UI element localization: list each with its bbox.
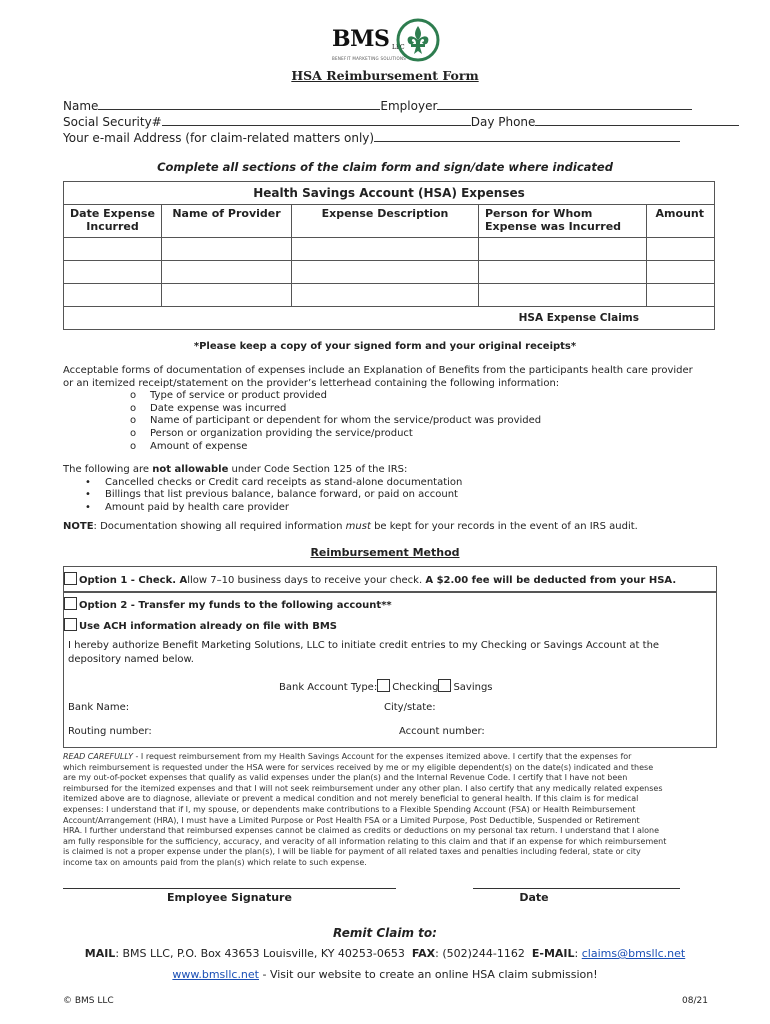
option-1-checkbox[interactable] [64,572,77,585]
description-cell[interactable] [292,261,479,284]
expense-table-header [64,205,715,238]
col-person-header: Person for Whom Expense was Incurred [479,205,647,238]
amount-cell[interactable] [647,238,715,261]
option-2-row: Option 2 - Transfer my funds to the following account** [64,597,392,611]
name-label: Name [63,99,99,113]
date-line[interactable] [473,888,680,889]
irs-note: NOTE: Documentation showing all required information must be kept for your records in the event of an IRS audit. [63,521,638,532]
amount-cell[interactable] [647,261,715,284]
employee-signature-label: Employee Signature [167,891,292,904]
list-item: o Amount of expense [130,440,248,452]
person-cell[interactable] [479,284,647,307]
employer-label: Employer [380,99,438,113]
ach-checkbox[interactable] [64,618,77,631]
list-item: • Cancelled checks or Credit card receipts as stand-alone documentation [85,476,463,488]
expense-table-title: Health Savings Account (HSA) Expenses [64,182,715,205]
name-employer-row [63,98,692,113]
remit-contact-row: MAIL: BMS LLC, P.O. Box 43653 Louisville, KY 40253-0653 FAX: (502)244-1162 E-MAIL: claims@bmsllc.net [84,947,686,960]
hsa-expense-claims-label: HSA Expense Claims [64,307,715,330]
copyright: © BMS LLC [63,996,114,1006]
option-1-row: Option 1 - Check. Allow 7–10 business days to receive your check. A $2.00 fee will be deducted from your HSA. [64,572,676,586]
employer-field[interactable] [437,98,692,110]
col-provider-header: Name of Provider [162,205,292,238]
logo-tagline: BENEFIT MARKETING SOLUTIONS [332,56,407,61]
description-cell[interactable] [292,284,479,307]
total-row [64,307,715,330]
ssn-field[interactable] [162,114,471,126]
website-link[interactable]: www.bmsllc.net [172,968,259,981]
email-label: Your e-mail Address (for claim-related matters only) [63,131,375,145]
table-row [64,284,715,307]
email-row [63,130,680,145]
routing-number-label: Routing number: [68,726,152,737]
acceptable-intro-2: or an itemized receipt/statement on the provider’s letterhead containing the following information: [63,377,560,389]
authorization-text: I hereby authorize Benefit Marketing Solutions, LLC to initiate credit entries to my Checking or Savings Account at the depository named below. [68,640,660,665]
day-phone-field[interactable] [535,114,739,126]
fleur-de-lis-icon [396,18,440,62]
acceptable-docs [63,365,693,453]
not-allowable-list [63,477,462,515]
amount-cell[interactable] [647,284,715,307]
certification-text: READ CAREFULLY - I request reimbursement from my Health Savings Account for the expenses itemized above. I certify that the expenses for which reimbursement is requested under the HSA were for services received by me or my eligible dependent(s) on the date(s) indicated and these are my out-of-pocket expenses that qualify as valid expenses under the plan(s) and the Internal Revenue Code. I certify that I have not been reimbursed for the itemized expenses and that I will not seek reimbursement under any other plan. I also certify that any medically related expenses itemized above are to diagnose, alleviate or prevent a medical condition and not merely beneficial to general health. If this claim is for medical expenses: I understand that if I, my spouse, or dependents make contributions to a Flexible Spending Account (FSA) or Health Reimbursement Account/Arrangement (HRA), I must have a Limited Purpose or Post Health FSA or a Limited Purpose, Post Deductible, Suspended or Retirement HRA. I further understand that reimbursed expenses cannot be claimed as credits or deductions on my personal tax return. I understand that I alone am fully responsible for the sufficiency, accuracy, and veracity of all information relating to this claim and that if an expense for which reimbursement is claimed is not a proper expense under the plan(s), I will be liable for payment of all related taxes and penalties including federal, state or city income tax on amounts paid from the plan(s) which relate to such expense. [63,752,667,867]
table-row [64,261,715,284]
remit-heading: Remit Claim to: [333,926,437,940]
option-2-checkbox[interactable] [64,597,77,610]
company-logo [330,18,440,64]
ssn-label: Social Security# [63,115,162,129]
logo-suffix: LLC [392,44,405,51]
acceptable-list [63,390,693,453]
instructions: Complete all sections of the claim form and sign/date where indicated [157,160,613,174]
list-item: o Person or organization providing the service/product [130,427,413,439]
website-row: www.bmsllc.net - Visit our website to create an online HSA claim submission! [172,968,598,981]
date-cell[interactable] [64,261,162,284]
account-number-label: Account number: [399,726,485,737]
person-cell[interactable] [479,238,647,261]
not-allowable-intro: The following are not allowable under Code Section 125 of the IRS: [63,464,408,475]
reimbursement-method-heading: Reimbursement Method [310,546,460,559]
col-description-header: Expense Description [292,205,479,238]
bank-name-label: Bank Name: [68,702,130,713]
table-row [64,238,715,261]
ssn-phone-row [63,114,739,129]
keep-copy-note: *Please keep a copy of your signed form and your original receipts* [193,341,577,352]
list-item: • Amount paid by health care provider [85,501,290,513]
city-state-label: City/state: [384,702,436,713]
name-field[interactable] [98,98,380,110]
col-date-header: Date Expense Incurred [64,205,162,238]
provider-cell[interactable] [162,261,292,284]
acceptable-intro-1: Acceptable forms of documentation of expenses include an Explanation of Benefits from the participants health care provider [63,365,693,376]
col-amount-header: Amount [647,205,715,238]
checking-checkbox[interactable] [377,679,390,692]
employee-signature-line[interactable] [63,888,396,889]
fax-number: : (502)244-1162 [435,947,525,960]
mail-address: : BMS LLC, P.O. Box 43653 Louisville, KY 40253-0653 [115,947,405,960]
option-1-box [63,566,717,592]
day-phone-label: Day Phone [470,115,536,129]
list-item: o Name of participant or dependent for whom the service/product was provided [130,415,542,427]
list-item: o Type of service or product provided [130,390,327,402]
list-item: o Date expense was incurred [130,402,287,414]
logo-name: BMS [332,26,390,52]
date-cell[interactable] [64,238,162,261]
form-version: 08/21 [682,996,708,1006]
ach-row: Use ACH information already on file with BMS [64,618,337,632]
date-label: Date [519,891,549,904]
person-cell[interactable] [479,261,647,284]
description-cell[interactable] [292,238,479,261]
account-type-row: Bank Account Type: Checking Savings [279,679,493,693]
date-cell[interactable] [64,284,162,307]
provider-cell[interactable] [162,284,292,307]
expense-table [63,181,715,330]
provider-cell[interactable] [162,238,292,261]
not-allowable [63,464,462,514]
email-field[interactable] [374,130,680,142]
savings-checkbox[interactable] [438,679,451,692]
form-title: HSA Reimbursement Form [291,68,479,83]
option-2-box [63,592,717,748]
claims-email-link[interactable]: claims@bmsllc.net [581,947,686,960]
list-item: • Billings that list previous balance, balance forward, or paid on account [85,489,458,501]
